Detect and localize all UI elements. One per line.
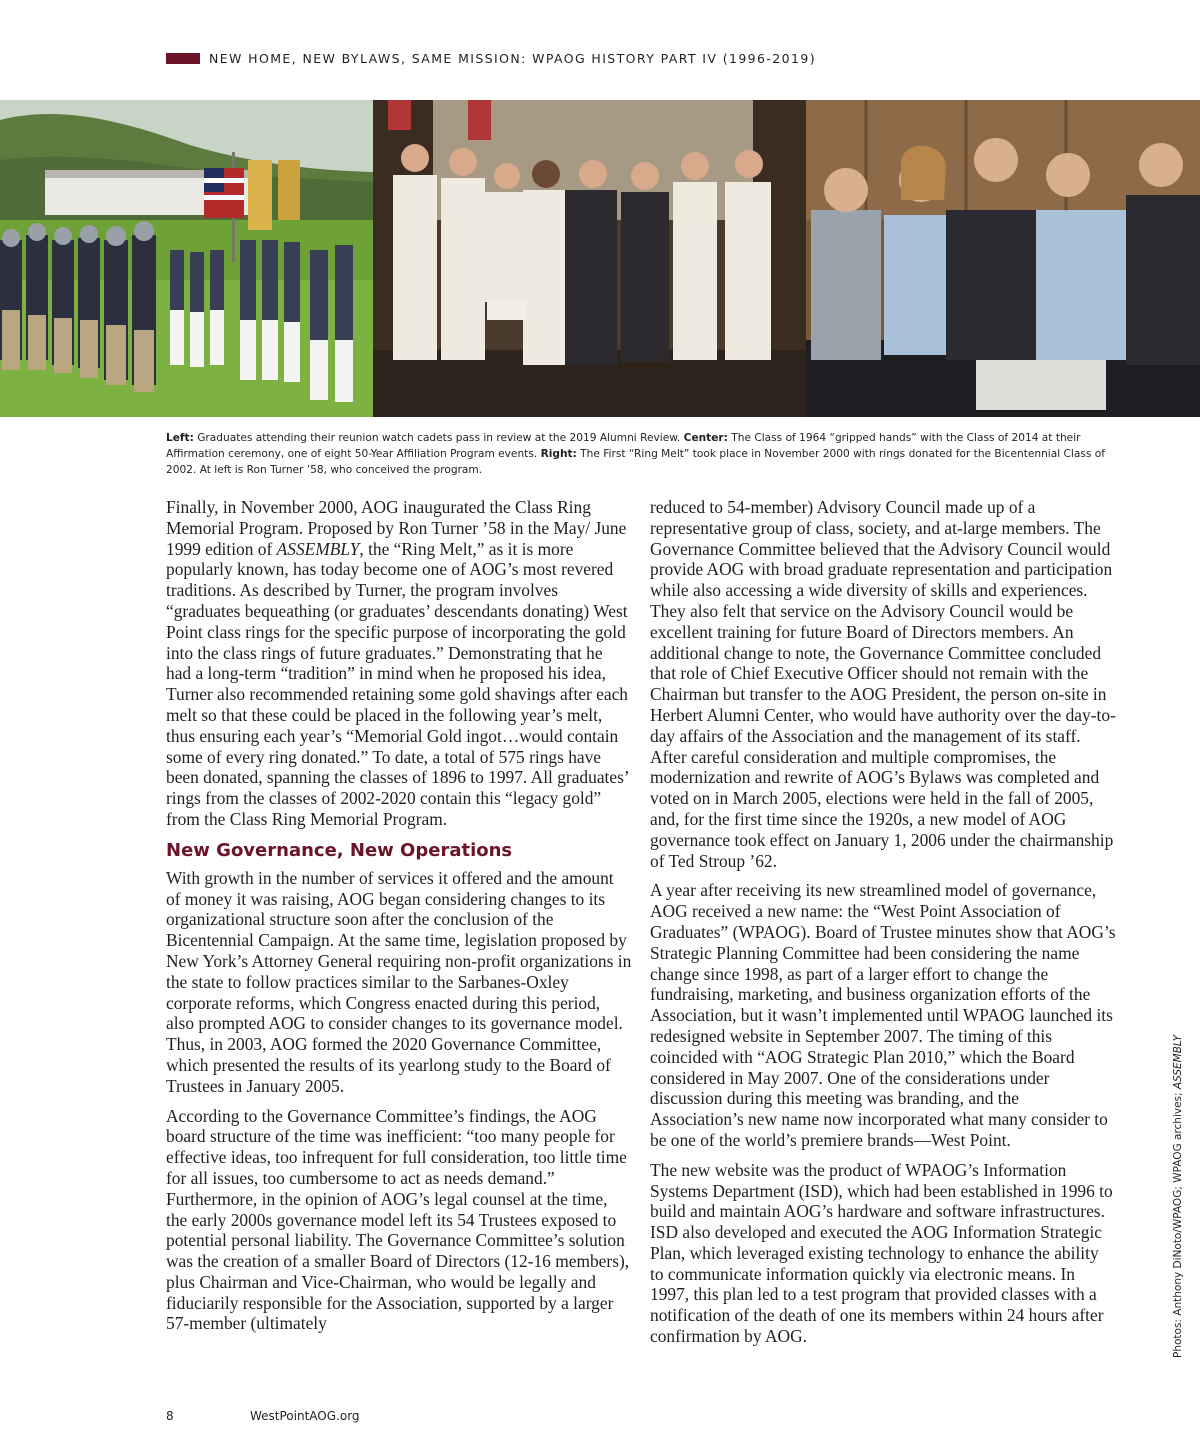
caption-right-label: Right: bbox=[540, 448, 577, 460]
caption-right-text: The First “Ring Melt” took place in November 2000 with rings donated for the Bicentennial Class of 2002. At left is Ron Turner ’58, who conceived the program. bbox=[166, 448, 1105, 476]
credit-text: Photos: Anthony DiNoto/WPAOG; WPAOG archives; bbox=[1172, 1089, 1184, 1358]
credit-publication: ASSEMBLY bbox=[1172, 1034, 1184, 1090]
running-header bbox=[166, 48, 816, 68]
caption-center-text: The Class of 1964 “gripped hands” with the Class of 2014 at their Affirmation ceremony, one of eight 50-Year Affiliation Program events. bbox=[166, 432, 1081, 460]
paragraph-ring-melt bbox=[166, 497, 632, 830]
article-column-left bbox=[166, 497, 632, 1343]
paragraph-governance-growth: With growth in the number of services it offered and the amount of money it was raising, AOG began considering changes to its organizational structure soon after the conclusion of the Bicentennial Campaign. At the same time, legislation proposed by New York’s Attorney General requiring non-profit organizations in the state to follow practices similar to the Sarbanes-Oxley corporate reforms, which Congress enacted during this period, also prompted AOG to consider changes to its governance model. Thus, in 2003, AOG formed the 2020 Governance Committee, which presented the results of its yearlong study to the Board of Trustees in January 2005. bbox=[166, 867, 632, 1096]
photo-caption bbox=[166, 430, 1116, 478]
page-number: 8 bbox=[166, 1409, 174, 1423]
caption-left-text: Graduates attending their reunion watch cadets pass in review at the 2019 Alumni Review. bbox=[193, 432, 684, 444]
caption-center-label: Center: bbox=[683, 432, 728, 444]
article-column-right bbox=[650, 497, 1116, 1356]
paragraph-advisory-council: reduced to 54-member) Advisory Council made up of a representative group of class, society, and at-large members. The Governance Committee believed that the Advisory Council would provide AOG with broad graduate representation and participation while also accessing a wide diversity of skills and experiences. They also felt that service on the Advisory Council would be excellent training for future Board of Directors members. An additional change to note, the Governance Committee concluded that role of Chief Executive Officer should not remain with the Chairman but transfer to the AOG President, the person on-site in Herbert Alumni Center, who would have authority over the day-to-day affairs of the Association and the management of its staff. After careful consideration and multiple compromises, the modernization and rewrite of AOG’s Bylaws was completed and voted on in March 2005, elections were held in the fall of 2005, and, for the first time since the 1920s, a new model of AOG governance took effect on January 1, 2006 under the chairmanship of Ted Stroup ’62. bbox=[650, 497, 1116, 871]
photo-left bbox=[0, 100, 373, 417]
paragraph-website: The new website was the product of WPAOG’s Information Systems Department (ISD), which had been established in 1996 to build and maintain AOG’s hardware and software infrastructures. ISD also developed and executed the AOG Information Strategic Plan, which leveraged existing technology to enhance the ability to communicate information quickly via electronic means. In 1997, this plan led to a test program that provided classes with a notification of the death of one its members within 24 hours after confirmation by AOG. bbox=[650, 1159, 1113, 1347]
footer-website: WestPointAOG.org bbox=[250, 1409, 360, 1423]
photo-right bbox=[806, 100, 1200, 417]
paragraph-text: Finally, in November 2000, AOG inaugurated the Class Ring Memorial Program. Proposed by Ron Turner ’58 in the May/ June 1999 edition of bbox=[166, 497, 627, 559]
paragraph-committee-findings: According to the Governance Committee’s findings, the AOG board structure of the time was inefficient: “too many people for effective ideas, too infrequent for full consideration, too little time for all issues, too cumbersome to act as needs demand.” Furthermore, in the opinion of AOG’s legal counsel at the time, the early 2000s governance model left its 54 Trustees exposed to potential personal liability. The Governance Committee’s solution was the creation of a smaller Board of Directors (12-16 members), plus Chairman and Vice-Chairman, who would be legally and fiduciarily responsible for the Association, supported by a larger 57-member (ultimately bbox=[166, 1105, 630, 1334]
paragraph-new-name: A year after receiving its new streamlined model of governance, AOG received a new name: the “West Point Association of Graduates” (WPAOG). Board of Trustee minutes show that AOG’s Strategic Planning Committee had been considering the name change since 1998, as part of a larger effort to change the fundraising, marketing, and business organization efforts of the Association, but it wasn’t implemented until WPAOG launched its redesigned website in September 2007. The timing of this coincided with “AOG Strategic Plan 2010,” which the Board considered in May 2007. One of the considerations under discussion during this meeting was branding, and the Association’s new name now incorporated what many consider to be one of the world’s premiere brands—West Point. bbox=[650, 880, 1116, 1150]
header-title: NEW HOME, NEW BYLAWS, SAME MISSION: WPAOG HISTORY PART IV (1996-2019) bbox=[209, 50, 816, 66]
section-heading: New Governance, New Operations bbox=[166, 839, 513, 861]
publication-name: ASSEMBLY bbox=[276, 538, 360, 559]
photo-center bbox=[373, 100, 806, 417]
paragraph-text: , the “Ring Melt,” as it is more popularly known, has today become one of AOG’s most revered traditions. As described by Turner, the program involves “graduates bequeathing (or graduates’ descendants donating) West Point class rings for the specific purpose of incorporating the gold into the class rings of future graduates.” Demonstrating that he had a long-term “tradition” in mind when he proposed his idea, Turner also recommended retaining some gold shavings after each melt so that these could be placed in the following year’s melt, thus ensuring each year’s “Memorial Gold ingot…would contain some of every ring donated.” To date, a total of 575 rings have been donated, spanning the classes of 1896 to 1997. All graduates’ rings from the classes of 2002-2020 contain this “legacy gold” from the Class Ring Memorial Program. bbox=[166, 538, 629, 829]
photo-credit bbox=[1172, 1035, 1184, 1358]
header-accent-bar bbox=[166, 53, 200, 64]
caption-left-label: Left: bbox=[166, 432, 194, 444]
